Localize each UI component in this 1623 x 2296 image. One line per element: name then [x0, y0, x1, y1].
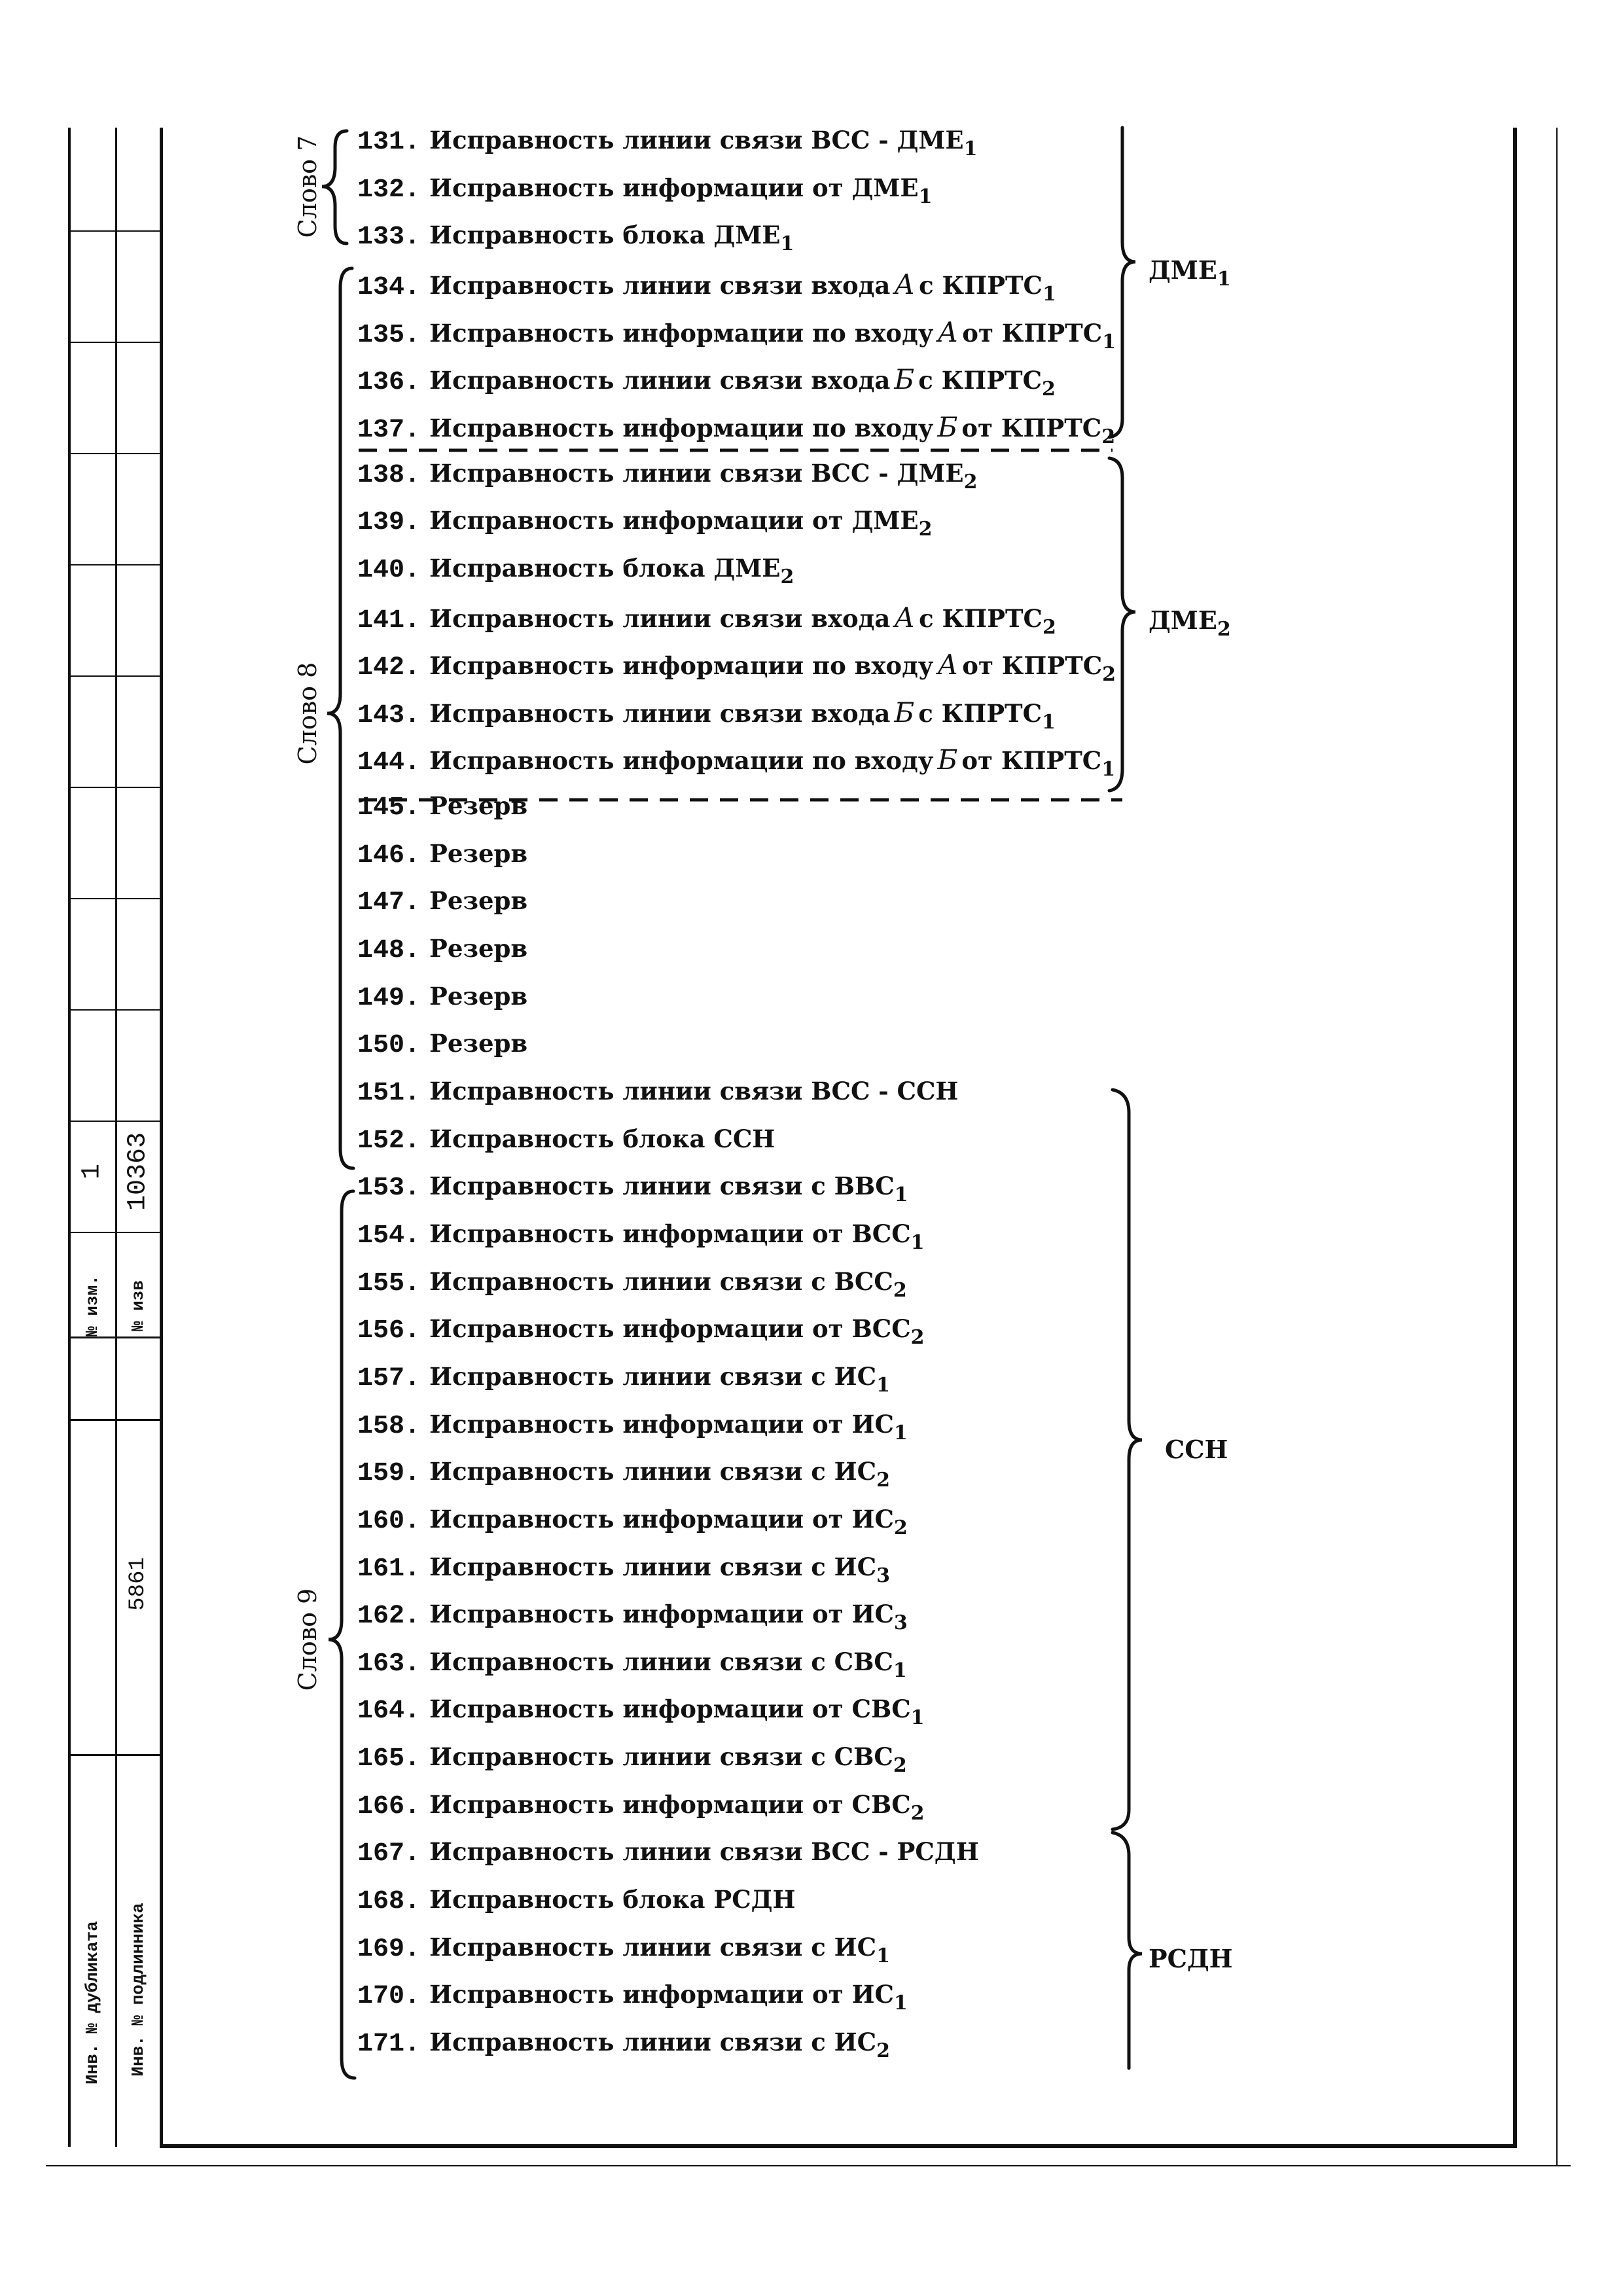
entry-text-part: Исправность информации от ДМЕ: [429, 506, 919, 535]
entry-text-part: Исправность линии связи входа: [429, 603, 891, 633]
entry-text-part: Исправность информации от ИС: [429, 1504, 894, 1534]
entry-number: 168.: [357, 1887, 421, 1917]
entry-subscript: 2: [910, 1326, 925, 1350]
entry-text-part: Исправность информации по входу: [429, 651, 934, 681]
entry-text-part: Исправность линии связи с ИС: [429, 1361, 877, 1391]
entry-text-part: от КПРТС: [962, 318, 1103, 348]
entry-subscript: 2: [1101, 425, 1116, 448]
entry-number: 159.: [357, 1459, 421, 1489]
entry-subscript: 1: [910, 1706, 925, 1730]
change-no-label: № изм.: [82, 1275, 102, 1336]
entry-number: 158.: [357, 1411, 421, 1441]
entry-text-part: Исправность информации от ВСС: [429, 1219, 911, 1248]
entry-text-part: от КПРТС: [961, 746, 1102, 776]
entry-subscript: 2: [1042, 378, 1056, 401]
brace-dme1: [1109, 128, 1135, 437]
entry-number: 171.: [357, 2030, 421, 2059]
entry-subscript: 1: [894, 1183, 908, 1207]
entry-text-part: Исправность информации по входу: [429, 413, 934, 442]
entry-subscript: 2: [918, 518, 933, 541]
entry-text-part: Исправность линии связи с ИС: [429, 2028, 877, 2056]
entry-number: 166.: [357, 1791, 421, 1821]
entry-number: 133.: [357, 223, 421, 253]
brace-word9: [329, 1191, 355, 2078]
dup-inv-label: Инв. № дубликата: [82, 1921, 102, 2085]
entry-text-part: Исправность линии связи входа: [429, 270, 891, 300]
entry-input-letter: А: [937, 649, 959, 681]
entry-text-part: Резерв: [429, 934, 528, 963]
entry-text-part: Резерв: [429, 1029, 528, 1058]
entry-number: 169.: [357, 1934, 421, 1964]
entry-number: 142.: [357, 653, 421, 683]
entry-text-part: Исправность линии связи ВСС - ДМЕ: [429, 458, 964, 488]
entry-subscript: 1: [918, 185, 933, 208]
entry-text-part: Исправность линии связи с ИС: [429, 1457, 877, 1486]
entry-number: 140.: [357, 555, 421, 585]
entry-subscript: 1: [876, 1944, 890, 1967]
entry-text-part: Исправность линии связи с ИС: [429, 1552, 877, 1581]
unit-rsdn: РСДН: [1149, 1944, 1233, 1973]
entry-subscript: 2: [876, 1469, 890, 1492]
entry-subscript: 1: [1101, 758, 1116, 781]
entry-number: 152.: [357, 1126, 421, 1156]
entry-number: 132.: [357, 175, 421, 205]
entry-subscript: 2: [963, 470, 978, 493]
entry-number: 150.: [357, 1031, 421, 1061]
entry-subscript: 2: [910, 1801, 925, 1825]
brace-word7: [322, 131, 347, 243]
entry-number: 149.: [357, 983, 421, 1013]
entry-subscript: 2: [1042, 615, 1056, 639]
entry-text-part: Резерв: [429, 838, 528, 868]
entry-input-letter: Б: [894, 696, 915, 728]
entry-text-part: Резерв: [429, 886, 528, 916]
entry-number: 146.: [357, 840, 421, 870]
entry-text-part: Исправность информации от СВС: [429, 1789, 911, 1819]
entry-number: 163.: [357, 1649, 421, 1679]
entry-subscript: 2: [1102, 663, 1116, 687]
entry-text-part: с КПРТС: [918, 698, 1043, 728]
entry-text-part: Исправность блока ДМЕ: [429, 553, 781, 583]
entry-number: 138.: [357, 460, 421, 490]
entry-subscript: 1: [963, 137, 978, 160]
unit-dme1-name: ДМЕ: [1149, 255, 1217, 285]
entry-text-part: с КПРТС: [919, 603, 1043, 633]
entry-number: 147.: [357, 888, 421, 918]
orig-inv-label: Инв. № подлинника: [128, 1903, 148, 2077]
entry-number: 165.: [357, 1744, 421, 1774]
entry-text-part: Исправность информации от ИС: [429, 1600, 894, 1629]
entry-number: 143.: [357, 700, 421, 730]
entry-number: 136.: [357, 368, 421, 398]
entry-subscript: 3: [876, 1564, 890, 1587]
entry-text-part: Исправность линии связи ВСС - ССН: [429, 1077, 959, 1105]
entry-text-part: Исправность информации по входу: [429, 318, 934, 348]
entry-number: 156.: [357, 1316, 421, 1346]
entry-subscript: 2: [893, 1278, 907, 1302]
entry-input-letter: А: [894, 601, 916, 634]
entry-text-part: Резерв: [429, 981, 528, 1011]
entry-text-part: Исправность блока ДМЕ: [429, 221, 781, 250]
orig-inv-value: 5861: [126, 1557, 151, 1611]
entry-text-part: с КПРТС: [918, 366, 1043, 395]
entry-subscript: 1: [893, 1659, 907, 1682]
entry-subscript: 3: [893, 1611, 908, 1635]
unit-ssn: ССН: [1165, 1435, 1228, 1464]
entry-subscript: 1: [910, 1230, 925, 1254]
entry-text-part: от КПРТС: [961, 413, 1102, 442]
entry-text-part: Исправность блока РСДН: [429, 1885, 796, 1914]
entry-input-letter: А: [894, 268, 916, 300]
entry-text-part: Исправность информации от ИС: [429, 1409, 894, 1439]
brace-ssn: [1113, 1090, 1142, 1829]
unit-dme2-name: ДМЕ: [1149, 605, 1217, 635]
entry-number: 164.: [357, 1696, 421, 1727]
word-9-label: Слово 9: [293, 1588, 322, 1691]
entry-text-part: Исправность информации от ИС: [429, 1980, 894, 2009]
entry-subscript: 1: [1102, 330, 1116, 353]
entry-number: 155.: [357, 1268, 421, 1299]
entry-text-part: Исправность линии связи с ИС: [429, 1932, 877, 1962]
entry-text-part: Исправность линии связи с ВСС: [429, 1266, 893, 1296]
entry-text-part: Исправность блока ССН: [429, 1124, 776, 1153]
entry-input-letter: Б: [937, 410, 958, 443]
entry-number: 135.: [357, 320, 421, 350]
entry-text-part: Исправность информации от ВСС: [429, 1314, 911, 1344]
notice-no-label: № изв: [128, 1280, 148, 1332]
entry-number: 148.: [357, 936, 421, 966]
entry-text-part: с КПРТС: [919, 270, 1043, 300]
entry-number: 153.: [357, 1174, 421, 1204]
entry-number: 157.: [357, 1363, 421, 1393]
entry-number: 170.: [357, 1982, 421, 2012]
entry-text-part: Исправность информации от СВС: [429, 1695, 911, 1724]
unit-dme2-sub: 2: [1217, 618, 1231, 641]
entry-text-part: от КПРТС: [962, 651, 1103, 681]
entry-number: 151.: [357, 1079, 421, 1108]
word-8-label: Слово 8: [293, 662, 322, 765]
unit-dme1-sub: 1: [1217, 268, 1231, 291]
entry-text-part: Исправность линии связи ВСС - ДМЕ: [429, 126, 964, 154]
entry-number: 145.: [357, 793, 421, 823]
entry-number: 154.: [357, 1221, 421, 1251]
entry-text-part: Исправность линии связи ВСС - РСДН: [429, 1837, 979, 1867]
entry-text-part: Исправность линии связи входа: [429, 698, 891, 728]
entry-text-part: Исправность линии связи входа: [429, 366, 891, 395]
entry-subscript: 1: [893, 1421, 908, 1444]
brace-rsdn: [1113, 1833, 1142, 2068]
entry-subscript: 2: [780, 565, 794, 588]
brace-word8: [327, 268, 353, 1168]
entry-subscript: 2: [893, 1754, 907, 1778]
entry-input-letter: Б: [937, 744, 958, 776]
change-no-value: 1: [77, 1163, 107, 1180]
entry-text-part: Резерв: [429, 791, 528, 821]
entry-input-letter: А: [937, 315, 959, 348]
entry-subscript: 2: [876, 2039, 890, 2062]
entry-text-part: Исправность информации от ДМЕ: [429, 173, 919, 202]
entry-text-part: Исправность информации по входу: [429, 746, 934, 776]
entry-input-letter: Б: [894, 363, 915, 396]
brace-dme2: [1109, 458, 1135, 791]
notice-no-value: 10363: [123, 1132, 153, 1211]
entry-number: 167.: [357, 1839, 421, 1869]
entry-number: 144.: [357, 748, 421, 778]
entry-number: 131.: [357, 128, 421, 157]
entry-number: 160.: [357, 1506, 421, 1536]
entry-subscript: 1: [1042, 282, 1056, 306]
entry-number: 137.: [357, 415, 421, 445]
entry-subscript: 1: [876, 1373, 890, 1397]
entry-subscript: 1: [780, 232, 794, 256]
entry-number: 134.: [357, 272, 421, 302]
entry-number: 141.: [357, 605, 421, 636]
entry-number: 139.: [357, 508, 421, 538]
entry-number: 161.: [357, 1554, 421, 1584]
entry-subscript: 2: [893, 1516, 908, 1539]
word-7-label: Слово 7: [293, 135, 322, 238]
entry-subscript: 1: [893, 1992, 908, 2015]
entry-text-part: Исправность линии связи с СВС: [429, 1742, 893, 1772]
entry-number: 162.: [357, 1602, 421, 1632]
entry-subscript: 1: [1042, 710, 1056, 734]
entry-text-part: Исправность линии связи с ВВС: [429, 1172, 895, 1201]
entry-text-part: Исправность линии связи с СВС: [429, 1647, 893, 1676]
